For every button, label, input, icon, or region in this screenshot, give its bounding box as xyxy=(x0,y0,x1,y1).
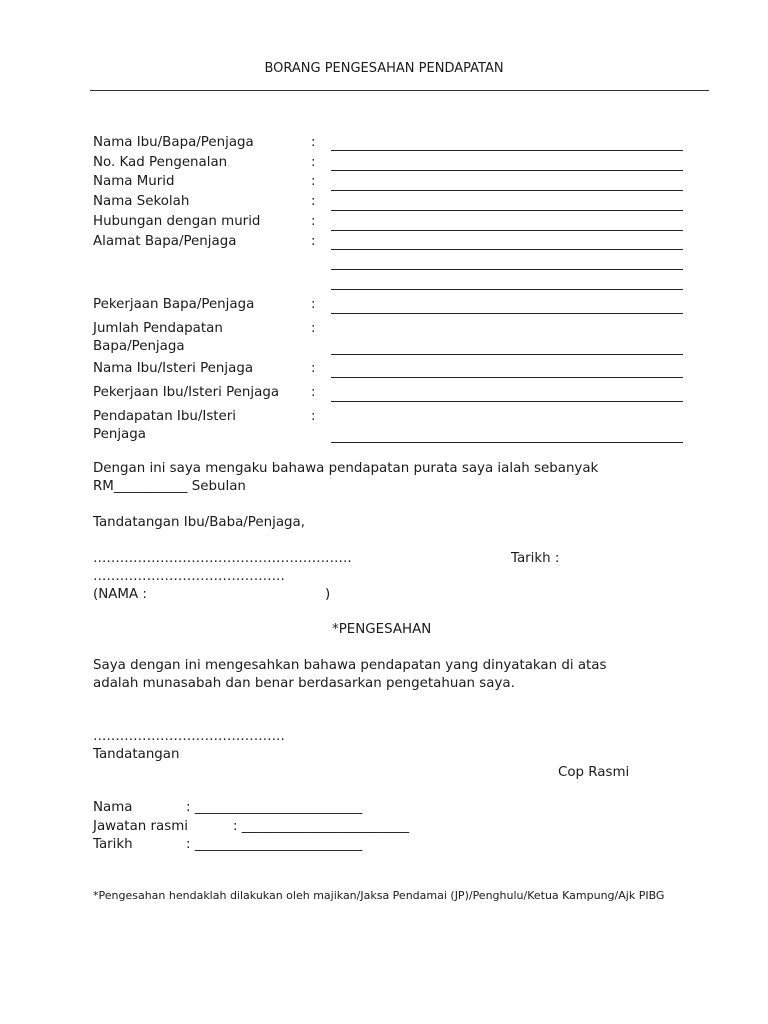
field-colon: : xyxy=(311,214,316,229)
pengesahan-tandatangan: Tandatangan xyxy=(93,747,180,762)
declaration-line-2: RM___________ Sebulan xyxy=(93,479,246,494)
field-line-alamat-1[interactable] xyxy=(331,249,683,250)
field-line-kad-pengenalan[interactable] xyxy=(331,170,683,171)
field-colon: : xyxy=(311,174,316,189)
signature-heading: Tandatangan Ibu/Baba/Penjaga, xyxy=(93,515,306,530)
pengesahan-jawatan-line[interactable]: : _________________________ xyxy=(233,819,410,834)
field-line-jumlah-pendapatan[interactable] xyxy=(331,354,683,355)
field-label-jumlah-pendapatan-1: Jumlah Pendapatan xyxy=(93,321,223,336)
tarikh-dots[interactable]: ……………………………………. xyxy=(93,569,285,584)
pengesahan-signature-dots[interactable]: ……………………………………. xyxy=(93,729,285,744)
field-line-nama-murid[interactable] xyxy=(331,190,683,191)
field-line-alamat-3[interactable] xyxy=(331,289,683,290)
field-label-nama-murid: Nama Murid xyxy=(93,174,175,189)
field-label-nama-penjaga: Nama Ibu/Bapa/Penjaga xyxy=(93,135,254,150)
field-line-nama-ibu[interactable] xyxy=(331,377,683,378)
pengesahan-jawatan-label: Jawatan rasmi xyxy=(93,819,188,834)
field-line-pendapatan-ibu[interactable] xyxy=(331,442,683,443)
field-colon: : xyxy=(311,361,316,376)
field-line-pekerjaan-bapa[interactable] xyxy=(331,313,683,314)
field-line-pekerjaan-ibu[interactable] xyxy=(331,401,683,402)
pengesahan-nama-label: Nama xyxy=(93,800,133,815)
tarikh-label: Tarikh : xyxy=(511,551,560,566)
field-colon: : xyxy=(311,234,316,249)
form-title: BORANG PENGESAHAN PENDAPATAN xyxy=(264,61,504,76)
signature-dots[interactable]: …………………………………………………. xyxy=(93,551,352,566)
field-label-pekerjaan-bapa: Pekerjaan Bapa/Penjaga xyxy=(93,297,255,312)
field-label-nama-ibu: Nama Ibu/Isteri Penjaga xyxy=(93,361,254,376)
pengesahan-tarikh-label: Tarikh xyxy=(93,837,133,852)
title-divider xyxy=(90,90,709,91)
field-label-pendapatan-ibu-1: Pendapatan Ibu/Isteri xyxy=(93,409,237,424)
field-label-jumlah-pendapatan-2: Bapa/Penjaga xyxy=(93,339,185,354)
field-colon: : xyxy=(311,409,316,424)
nama-open: (NAMA : xyxy=(93,587,147,602)
pengesahan-line-2: adalah munasabah dan benar berdasarkan pengetahuan saya. xyxy=(93,676,515,691)
cop-rasmi: Cop Rasmi xyxy=(558,765,630,780)
field-colon: : xyxy=(311,297,316,312)
field-label-pekerjaan-ibu: Pekerjaan Ibu/Isteri Penjaga xyxy=(93,385,280,400)
field-label-kad-pengenalan: No. Kad Pengenalan xyxy=(93,155,228,170)
field-colon: : xyxy=(311,385,316,400)
field-line-nama-sekolah[interactable] xyxy=(331,210,683,211)
field-label-hubungan: Hubungan dengan murid xyxy=(93,214,261,229)
field-colon: : xyxy=(311,135,316,150)
field-colon: : xyxy=(311,155,316,170)
field-label-alamat: Alamat Bapa/Penjaga xyxy=(93,234,237,249)
field-label-pendapatan-ibu-2: Penjaga xyxy=(93,427,146,442)
field-colon: : xyxy=(311,321,316,336)
footnote: *Pengesahan hendaklah dilakukan oleh majikan/Jaksa Pendamai (JP)/Penghulu/Ketua Kampung/Ajk PIBG xyxy=(93,889,665,902)
pengesahan-heading: *PENGESAHAN xyxy=(332,622,432,637)
pengesahan-tarikh-line[interactable]: : _________________________ xyxy=(186,837,363,852)
pengesahan-nama-line[interactable]: : _________________________ xyxy=(186,800,363,815)
field-label-nama-sekolah: Nama Sekolah xyxy=(93,194,190,209)
field-colon: : xyxy=(311,194,316,209)
pengesahan-line-1: Saya dengan ini mengesahkan bahawa pendapatan yang dinyatakan di atas xyxy=(93,658,607,673)
field-line-nama-penjaga[interactable] xyxy=(331,150,683,151)
declaration-line-1: Dengan ini saya mengaku bahawa pendapatan purata saya ialah sebanyak xyxy=(93,461,599,476)
nama-close: ) xyxy=(325,587,331,602)
field-line-hubungan[interactable] xyxy=(331,230,683,231)
field-line-alamat-2[interactable] xyxy=(331,269,683,270)
